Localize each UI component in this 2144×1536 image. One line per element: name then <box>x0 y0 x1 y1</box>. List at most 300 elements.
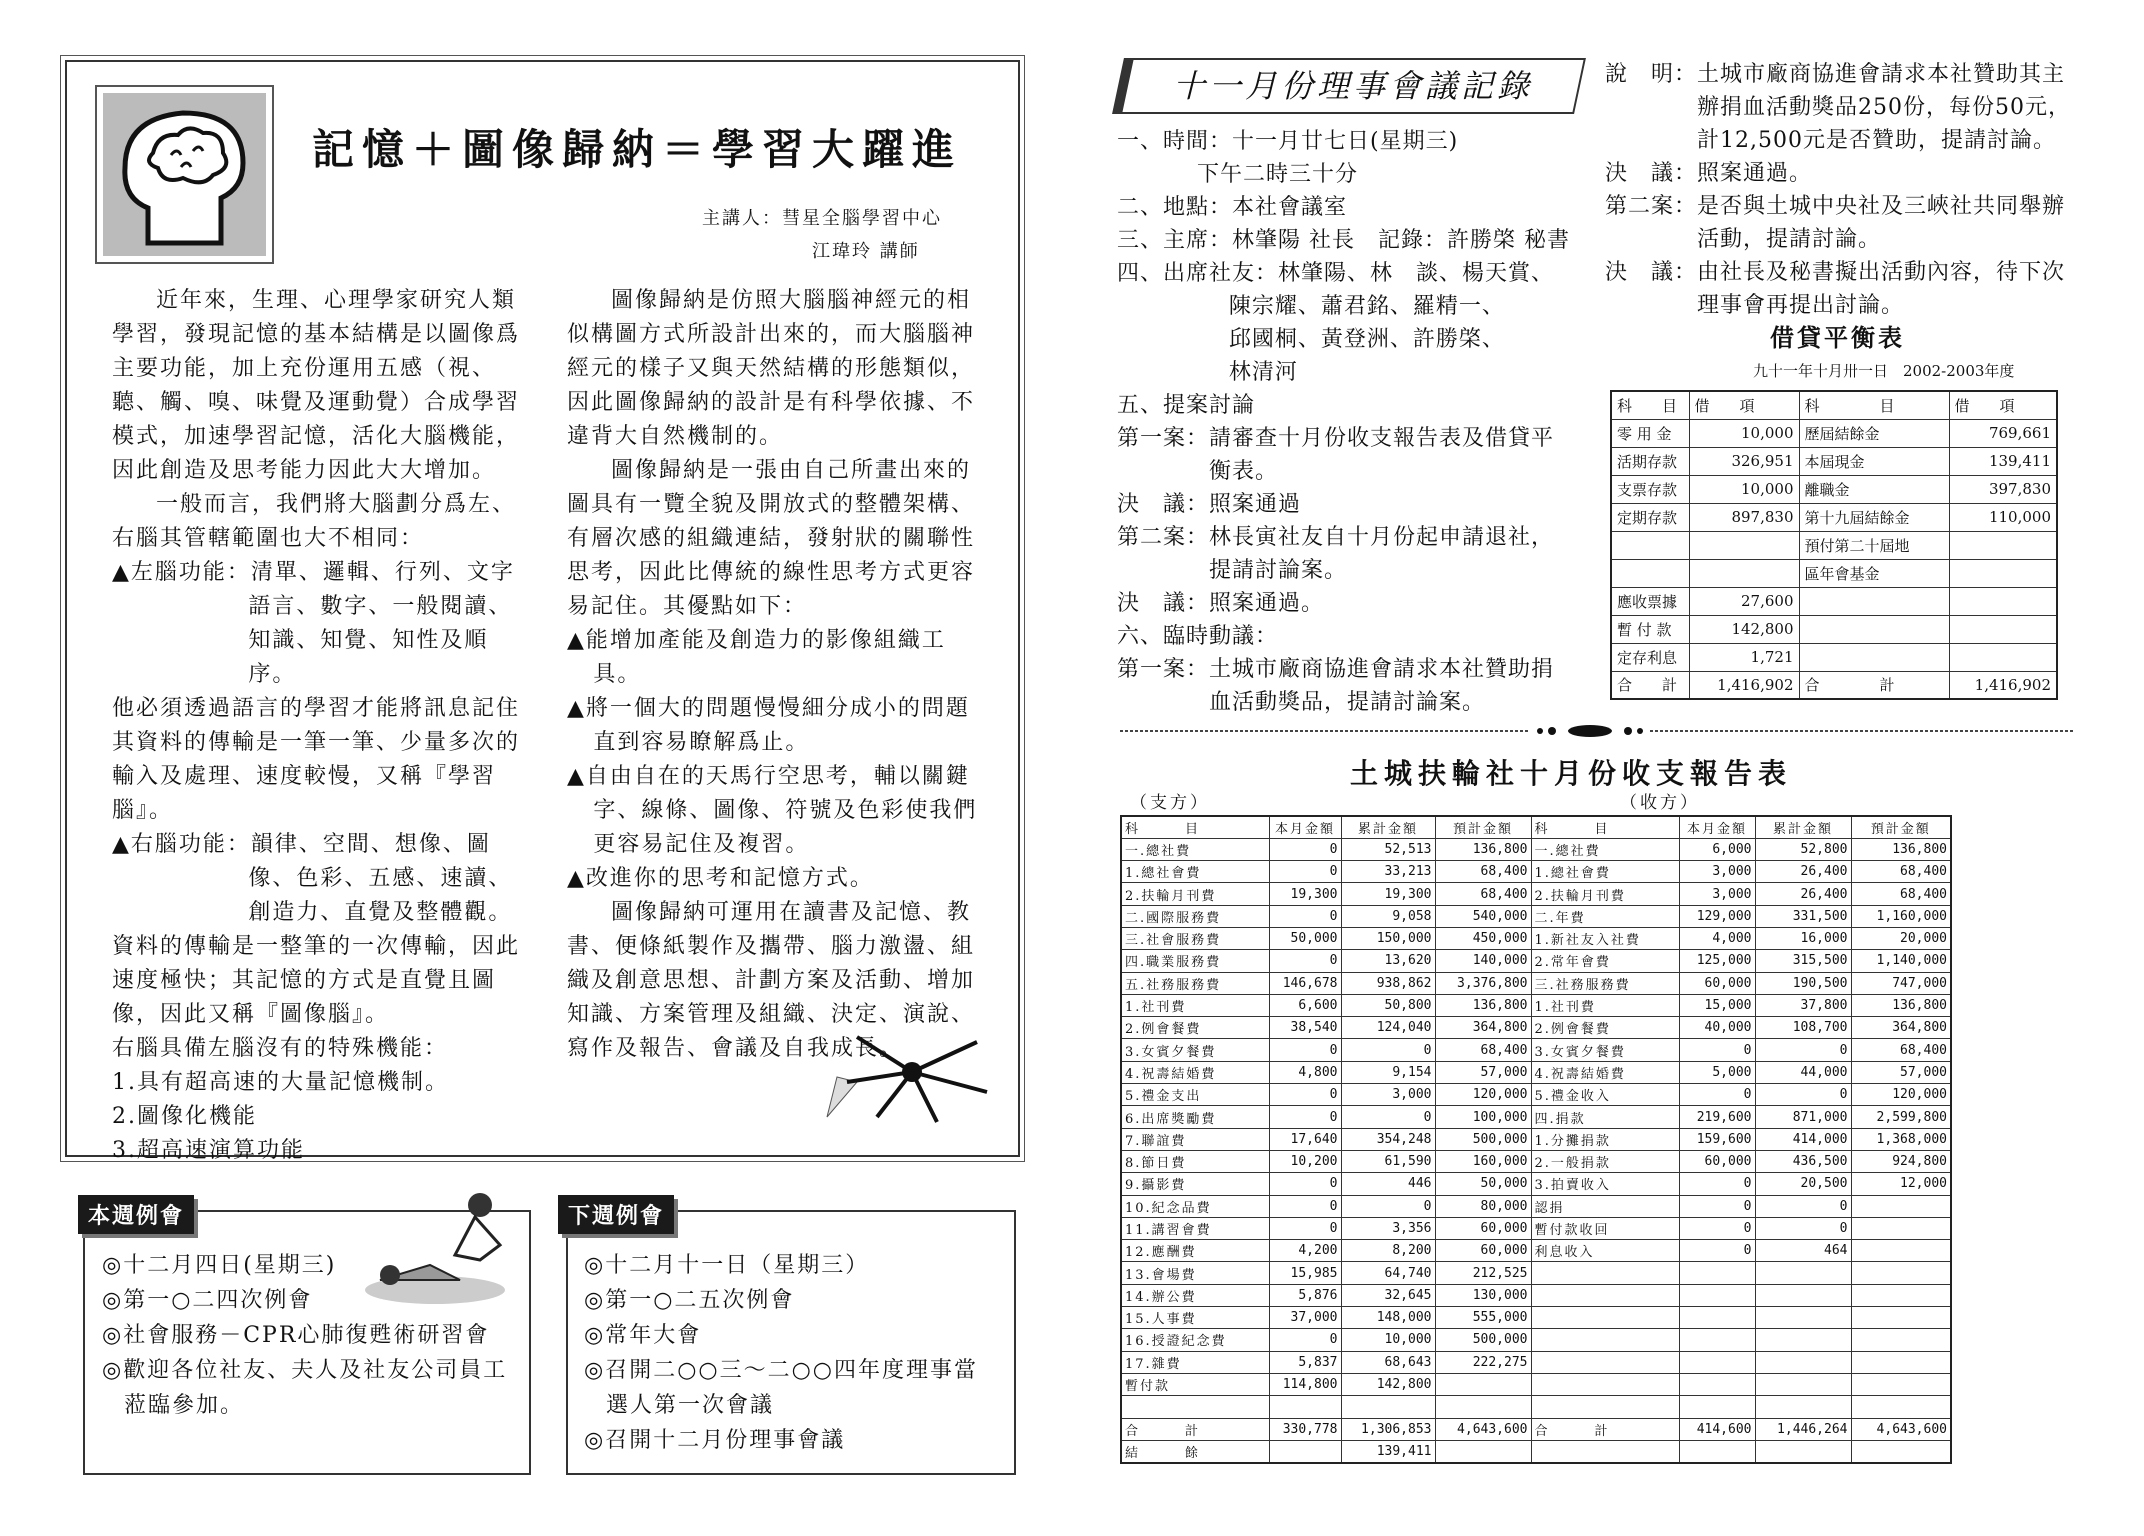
table-cell: 零 用 金 <box>1611 419 1689 447</box>
table-cell: 500,000 <box>1435 1128 1531 1150</box>
table-row <box>1121 1061 1951 1083</box>
table-cell: 0 <box>1755 1195 1851 1217</box>
table-cell: 5,000 <box>1679 1061 1755 1083</box>
report-expense-label: （支方） <box>1130 793 1210 813</box>
paragraph: ▲右腦功能：韻律、空間、想像、圖像、色彩、五感、速讀、創造力、直覺及整體觀。 <box>112 832 513 925</box>
minutes-body <box>1117 125 1577 719</box>
table-cell: 4,643,600 <box>1435 1418 1531 1440</box>
table-cell: 52,513 <box>1341 838 1435 860</box>
list-item: ◎歡迎各位社友、夫人及社友公司員工 <box>102 1358 508 1383</box>
table-cell: 60,000 <box>1679 1150 1755 1172</box>
minutes-value: 林長寅社友自十月份起申請退社，提請討論案。 <box>1209 525 1555 583</box>
article-box <box>65 60 1020 1163</box>
table-cell <box>1851 1262 1951 1284</box>
table-cell: 0 <box>1755 1217 1851 1239</box>
table-cell <box>1799 615 1949 643</box>
table-cell: 3.女賓夕餐費 <box>1121 1039 1269 1061</box>
table-cell: 認捐 <box>1531 1195 1679 1217</box>
minutes-key: 三、主席： <box>1117 228 1233 253</box>
table-row <box>1121 972 1951 994</box>
minutes-desc-row <box>1605 157 2085 190</box>
list-item: ◎第一○二四次例會 <box>102 1288 313 1313</box>
table-cell: 5.禮金支出 <box>1121 1084 1269 1106</box>
table-row <box>1611 447 2057 475</box>
minutes-value: 照案通過 <box>1209 492 1302 517</box>
minutes-row <box>1117 125 1577 158</box>
table-row <box>1611 503 2057 531</box>
table-cell: 364,800 <box>1851 1017 1951 1039</box>
paragraph: 圖像歸納是仿照大腦腦神經元的相似構圖方式所設計出來的，而大腦腦神經元的樣子又與天然結構的形態類似，因此圖像歸納的設計是有科學依據、不違背大自然機制的。 <box>567 288 976 449</box>
table-cell: 68,400 <box>1435 883 1531 905</box>
table-cell: 合 計 <box>1799 671 1949 699</box>
minutes-value: 土城市廠商協進會請求本社贊助捐血活動獎品，提請討論案。 <box>1209 657 1555 715</box>
table-cell: 140,000 <box>1435 950 1531 972</box>
table-cell: 二.國際服務費 <box>1121 905 1269 927</box>
table-cell: 897,830 <box>1689 503 1799 531</box>
minutes-desc-row <box>1605 256 2085 322</box>
table-cell <box>1531 1329 1679 1351</box>
table-cell <box>1755 1373 1851 1395</box>
table-cell: 326,951 <box>1689 447 1799 475</box>
minutes-row <box>1117 521 1577 587</box>
table-cell: 0 <box>1269 950 1341 972</box>
column-header: 預計金額 <box>1435 816 1531 838</box>
table-cell: 4,200 <box>1269 1240 1341 1262</box>
table-row <box>1121 1017 1951 1039</box>
minutes-row <box>1117 620 1577 653</box>
table-cell: 區年會基金 <box>1799 559 1949 587</box>
minutes-value: 十一月廿七日(星期三) <box>1232 129 1459 154</box>
table-row <box>1611 643 2057 671</box>
table-cell: 1,416,902 <box>1689 671 1799 699</box>
table-row <box>1121 838 1951 860</box>
minutes-key <box>1117 290 1229 323</box>
table-cell: 5,876 <box>1269 1284 1341 1306</box>
table-cell: 124,040 <box>1341 1017 1435 1039</box>
table-cell: 414,600 <box>1679 1418 1755 1440</box>
table-cell: 8.節日費 <box>1121 1150 1269 1172</box>
table-cell <box>1755 1440 1851 1462</box>
minutes-row <box>1117 389 1577 422</box>
table-cell: 應收票據 <box>1611 587 1689 615</box>
table-cell <box>1755 1396 1851 1418</box>
minutes-row <box>1117 653 1577 719</box>
table-cell: 924,800 <box>1851 1150 1951 1172</box>
table-cell: 1,446,264 <box>1755 1418 1851 1440</box>
table-cell: 0 <box>1269 861 1341 883</box>
minutes-row <box>1117 224 1577 257</box>
table-cell: 0 <box>1269 838 1341 860</box>
table-cell: 68,400 <box>1851 883 1951 905</box>
table-cell: 331,500 <box>1755 905 1851 927</box>
minutes-value: 照案通過。 <box>1209 591 1325 616</box>
table-cell <box>1851 1351 1951 1373</box>
paragraph: ▲左腦功能：清單、邏輯、行列、文字語言、數字、一般閱讀、知識、知覺、知性及順序。 <box>112 560 515 687</box>
table-row <box>1121 1440 1951 1462</box>
balance-sheet-title: 借貸平衡表 <box>1770 324 1905 352</box>
table-row <box>1121 950 1951 972</box>
table-cell: 五.社務服務費 <box>1121 972 1269 994</box>
table-cell <box>1679 1351 1755 1373</box>
table-cell <box>1851 1329 1951 1351</box>
table-cell <box>1611 559 1689 587</box>
table-cell <box>1679 1307 1755 1329</box>
minutes-value: 林清河 <box>1228 360 1298 385</box>
minutes-title-banner <box>1112 58 1586 114</box>
list-item: ◎第一○二五次例會 <box>584 1288 795 1313</box>
paragraph: 圖像歸納是一張由自己所畫出來的圖具有一覽全貌及開放式的整體架構、有層次感的組織連結，發射狀的關聯性思考，因此比傳統的線性思考方式更容易記住。其優點如下： <box>567 458 976 619</box>
table-cell: 9,154 <box>1341 1061 1435 1083</box>
minutes-row <box>1117 356 1577 389</box>
table-cell <box>1341 1396 1435 1418</box>
table-cell: 364,800 <box>1435 1017 1531 1039</box>
table-row <box>1121 1373 1951 1395</box>
table-cell: 6.出席獎勵費 <box>1121 1106 1269 1128</box>
column-header: 借 項 <box>1949 391 2057 419</box>
table-cell: 190,500 <box>1755 972 1851 994</box>
table-cell: 暫 付 款 <box>1611 615 1689 643</box>
table-header-row <box>1611 391 2057 419</box>
table-cell <box>1531 1262 1679 1284</box>
table-cell <box>1851 1240 1951 1262</box>
list-item: 選人第一次會議 <box>606 1393 775 1418</box>
table-cell: 0 <box>1679 1240 1755 1262</box>
table-cell: 0 <box>1269 1195 1341 1217</box>
table-row <box>1121 1396 1951 1418</box>
table-cell <box>1949 643 2057 671</box>
minutes-row <box>1117 257 1577 290</box>
report-income-label: （收方） <box>1620 793 1700 813</box>
list-item: 1.具有超高速的大量記憶機制。 <box>112 1070 449 1095</box>
table-cell: 1.新社友入社費 <box>1531 927 1679 949</box>
table-cell: 0 <box>1269 1106 1341 1128</box>
table-cell <box>1851 1195 1951 1217</box>
table-cell: 397,830 <box>1949 475 2057 503</box>
column-header: 科 目 <box>1121 816 1269 838</box>
table-cell: 利息收入 <box>1531 1240 1679 1262</box>
list-item: ▲能增加產能及創造力的影像組織工具。 <box>567 628 946 687</box>
next-week-list <box>584 1248 1009 1458</box>
table-row <box>1121 905 1951 927</box>
list-item: 2.圖像化機能 <box>112 1104 257 1129</box>
table-cell: 136,800 <box>1435 838 1531 860</box>
table-cell <box>1799 587 1949 615</box>
table-cell: 定期存款 <box>1611 503 1689 531</box>
table-cell: 142,800 <box>1341 1373 1435 1395</box>
table-cell: 9,058 <box>1341 905 1435 927</box>
table-cell: 146,678 <box>1269 972 1341 994</box>
table-cell: 110,000 <box>1949 503 2057 531</box>
table-cell: 1.分攤捐款 <box>1531 1128 1679 1150</box>
this-week-list <box>102 1248 522 1423</box>
table-cell: 16,000 <box>1755 927 1851 949</box>
table-cell: 2.例會餐費 <box>1121 1017 1269 1039</box>
minutes-key: 決 議： <box>1605 161 1698 186</box>
table-row <box>1121 1307 1951 1329</box>
table-row <box>1611 419 2057 447</box>
table-cell: 本屆現金 <box>1799 447 1949 475</box>
table-cell: 10,000 <box>1689 419 1799 447</box>
table-cell <box>1799 643 1949 671</box>
table-cell: 125,000 <box>1679 950 1755 972</box>
table-cell <box>1435 1440 1531 1462</box>
table-cell: 37,000 <box>1269 1307 1341 1329</box>
column-header: 科 目 <box>1531 816 1679 838</box>
table-cell: 120,000 <box>1435 1084 1531 1106</box>
minutes-value: 土城市廠商協進會請求本社贊助其主辦捐血活動獎品250份，每份50元，計12,500元是否贊助，提請討論。 <box>1697 62 2072 153</box>
table-cell <box>1949 531 2057 559</box>
table-cell <box>1679 1396 1755 1418</box>
table-cell: 159,600 <box>1679 1128 1755 1150</box>
minutes-value: 是否與土城中央社及三峽社共同舉辦活動，提請討論。 <box>1697 194 2066 252</box>
table-cell: 57,000 <box>1435 1061 1531 1083</box>
table-cell: 4,800 <box>1269 1061 1341 1083</box>
minutes-key: 第一案： <box>1117 657 1210 682</box>
list-item: ▲將一個大的問題慢慢細分成小的問題直到容易瞭解爲止。 <box>567 696 970 755</box>
table-cell: 2.常年會費 <box>1531 950 1679 972</box>
table-row <box>1121 1173 1951 1195</box>
table-row <box>1611 587 2057 615</box>
minutes-value: 邱國桐、黃登洲、許勝棨、 <box>1228 327 1505 352</box>
table-cell: 1.社刊費 <box>1121 994 1269 1016</box>
table-cell: 10,200 <box>1269 1150 1341 1172</box>
table-cell: 540,000 <box>1435 905 1531 927</box>
table-cell: 6,600 <box>1269 994 1341 1016</box>
table-cell <box>1679 1284 1755 1306</box>
table-cell: 160,000 <box>1435 1150 1531 1172</box>
table-cell: 938,862 <box>1341 972 1435 994</box>
table-cell <box>1679 1262 1755 1284</box>
table-cell: 0 <box>1679 1217 1755 1239</box>
next-week-tag: 下週例會 <box>558 1195 674 1234</box>
column-header: 本月金額 <box>1679 816 1755 838</box>
table-cell: 3,000 <box>1679 883 1755 905</box>
table-cell: 三.社務服務費 <box>1531 972 1679 994</box>
table-cell: 1,306,853 <box>1341 1418 1435 1440</box>
table-row <box>1611 531 2057 559</box>
table-cell <box>1949 587 2057 615</box>
table-cell: 68,643 <box>1341 1351 1435 1373</box>
table-cell: 500,000 <box>1435 1329 1531 1351</box>
table-cell: 6,000 <box>1679 838 1755 860</box>
table-cell: 1.總社會費 <box>1121 861 1269 883</box>
minutes-key: 五、提案討論 <box>1117 393 1256 418</box>
table-cell: 436,500 <box>1755 1150 1851 1172</box>
table-cell <box>1121 1396 1269 1418</box>
table-cell: 57,000 <box>1851 1061 1951 1083</box>
minutes-value: 照案通過。 <box>1697 161 1813 186</box>
list-item: ◎召開十二月份理事會議 <box>584 1428 846 1453</box>
table-row <box>1611 671 2057 699</box>
table-cell: 17,640 <box>1269 1128 1341 1150</box>
list-item: ◎社會服務－CPR心肺復甦術研習會 <box>102 1323 490 1348</box>
table-cell: 40,000 <box>1679 1017 1755 1039</box>
list-item: ▲改進你的思考和記憶方式。 <box>567 866 874 891</box>
table-cell: 合 計 <box>1531 1418 1679 1440</box>
table-cell: 四.職業服務費 <box>1121 950 1269 972</box>
table-row <box>1121 1240 1951 1262</box>
paragraph: 右腦具備左腦沒有的特殊機能： <box>112 1036 449 1061</box>
minutes-continued <box>1605 58 2085 322</box>
table-cell: 0 <box>1679 1195 1755 1217</box>
table-cell: 定存利息 <box>1611 643 1689 671</box>
table-cell <box>1531 1284 1679 1306</box>
table-cell: 1,368,000 <box>1851 1128 1951 1150</box>
table-cell: 2.扶輪月刊費 <box>1121 883 1269 905</box>
minutes-row <box>1117 158 1577 191</box>
table-cell: 60,000 <box>1435 1217 1531 1239</box>
table-cell: 50,000 <box>1269 927 1341 949</box>
table-cell: 108,700 <box>1755 1017 1851 1039</box>
table-cell: 120,000 <box>1851 1084 1951 1106</box>
this-week-tag: 本週例會 <box>78 1195 194 1234</box>
table-cell: 4.祝壽結婚費 <box>1531 1061 1679 1083</box>
table-cell: 0 <box>1341 1195 1435 1217</box>
table-cell: 80,000 <box>1435 1195 1531 1217</box>
table-cell: 0 <box>1269 1173 1341 1195</box>
table-cell: 13,620 <box>1341 950 1435 972</box>
table-row <box>1121 1284 1951 1306</box>
table-cell: 活期存款 <box>1611 447 1689 475</box>
list-item: ◎常年大會 <box>584 1323 702 1348</box>
column-header: 本月金額 <box>1269 816 1341 838</box>
table-cell: 離職金 <box>1799 475 1949 503</box>
table-cell: 38,540 <box>1269 1017 1341 1039</box>
table-cell <box>1435 1373 1531 1395</box>
table-cell: 50,000 <box>1435 1173 1531 1195</box>
minutes-key <box>1117 158 1197 191</box>
minutes-row <box>1117 323 1577 356</box>
table-cell: 0 <box>1679 1084 1755 1106</box>
table-cell <box>1851 1373 1951 1395</box>
table-cell: 8,200 <box>1341 1240 1435 1262</box>
lecturer-line-1: 主講人：彗星全腦學習中心 <box>702 208 942 229</box>
table-cell: 0 <box>1755 1039 1851 1061</box>
table-cell: 150,000 <box>1341 927 1435 949</box>
minutes-key: 第二案： <box>1605 194 1698 219</box>
table-cell: 暫付款收回 <box>1531 1217 1679 1239</box>
table-cell: 預付第二十屆地 <box>1799 531 1949 559</box>
minutes-key: 一、時間： <box>1117 129 1233 154</box>
table-cell: 114,800 <box>1269 1373 1341 1395</box>
table-cell: 15,985 <box>1269 1262 1341 1284</box>
table-cell <box>1851 1307 1951 1329</box>
table-cell: 2.例會餐費 <box>1531 1017 1679 1039</box>
thinking-doodle-icon <box>817 1022 997 1127</box>
table-cell: 3,376,800 <box>1435 972 1531 994</box>
table-cell: 136,800 <box>1435 994 1531 1016</box>
table-cell: 100,000 <box>1435 1106 1531 1128</box>
table-cell: 142,800 <box>1689 615 1799 643</box>
table-row <box>1121 1128 1951 1150</box>
table-cell <box>1531 1396 1679 1418</box>
table-cell: 14.辦公費 <box>1121 1284 1269 1306</box>
minutes-value: 林肇陽 社長 記錄：許勝棨 秘書 <box>1232 228 1571 253</box>
paragraph: 資料的傳輸是一整筆的一次傳輸，因此速度極快；其記憶的方式是直覺且圖像，因此又稱『圖像腦』。 <box>112 934 521 1027</box>
table-cell: 0 <box>1341 1039 1435 1061</box>
table-cell: 合 計 <box>1121 1418 1269 1440</box>
lecturer <box>702 202 942 268</box>
table-cell: 20,500 <box>1755 1173 1851 1195</box>
table-cell <box>1949 559 2057 587</box>
table-cell <box>1269 1440 1341 1462</box>
table-cell: 222,275 <box>1435 1351 1531 1373</box>
table-cell: 1.總社會費 <box>1531 861 1679 883</box>
list-item: 3.超高速演算功能 <box>112 1138 305 1163</box>
table-cell: 136,800 <box>1851 838 1951 860</box>
table-cell: 26,400 <box>1755 861 1851 883</box>
minutes-row <box>1117 422 1577 488</box>
table-cell <box>1851 1440 1951 1462</box>
table-cell: 17.雜費 <box>1121 1351 1269 1373</box>
table-cell: 464 <box>1755 1240 1851 1262</box>
table-cell: 68,400 <box>1851 861 1951 883</box>
table-cell: 三.社會服務費 <box>1121 927 1269 949</box>
table-cell: 3.女賓夕餐費 <box>1531 1039 1679 1061</box>
table-cell <box>1679 1373 1755 1395</box>
table-cell <box>1689 559 1799 587</box>
table-cell: 414,000 <box>1755 1128 1851 1150</box>
minutes-row <box>1117 587 1577 620</box>
table-cell: 2.扶輪月刊費 <box>1531 883 1679 905</box>
table-cell <box>1679 1440 1755 1462</box>
table-cell: 12.應酬費 <box>1121 1240 1269 1262</box>
minutes-key: 說 明： <box>1605 62 1698 87</box>
table-cell <box>1269 1396 1341 1418</box>
table-row <box>1121 1039 1951 1061</box>
lecturer-line-2: 江瑋玲 講師 <box>812 241 920 262</box>
table-cell: 136,800 <box>1851 994 1951 1016</box>
table-row <box>1611 475 2057 503</box>
table-cell: 68,400 <box>1435 861 1531 883</box>
table-row <box>1611 559 2057 587</box>
minutes-key: 決 議： <box>1117 492 1210 517</box>
table-row <box>1121 1217 1951 1239</box>
table-cell: 50,800 <box>1341 994 1435 1016</box>
minutes-key <box>1117 356 1229 389</box>
minutes-row <box>1117 290 1577 323</box>
table-cell <box>1531 1307 1679 1329</box>
table-cell: 60,000 <box>1435 1240 1531 1262</box>
minutes-value: 由社長及秘書擬出活動內容，待下次理事會再提出討論。 <box>1697 260 2066 318</box>
table-cell: 555,000 <box>1435 1307 1531 1329</box>
table-cell: 747,000 <box>1851 972 1951 994</box>
table-cell <box>1755 1262 1851 1284</box>
table-cell: 7.聯誼費 <box>1121 1128 1269 1150</box>
table-row <box>1121 1262 1951 1284</box>
minutes-value: 陳宗耀、蕭君銘、羅精一、 <box>1228 294 1505 319</box>
article-right-column <box>567 284 987 1066</box>
table-cell: 130,000 <box>1435 1284 1531 1306</box>
table-cell <box>1531 1373 1679 1395</box>
table-cell: 68,400 <box>1851 1039 1951 1061</box>
minutes-key: 二、地點： <box>1117 195 1233 220</box>
table-row <box>1121 1418 1951 1440</box>
table-row <box>1121 1195 1951 1217</box>
table-cell: 1.社刊費 <box>1531 994 1679 1016</box>
table-cell <box>1949 615 2057 643</box>
table-cell: 一.總社費 <box>1121 838 1269 860</box>
table-cell: 2,599,800 <box>1851 1106 1951 1128</box>
table-cell <box>1755 1329 1851 1351</box>
table-cell: 10.紀念品費 <box>1121 1195 1269 1217</box>
table-cell: 暫付款 <box>1121 1373 1269 1395</box>
minutes-value: 本社會議室 <box>1232 195 1348 220</box>
table-cell: 61,590 <box>1341 1150 1435 1172</box>
table-cell: 15.人事費 <box>1121 1307 1269 1329</box>
table-cell: 合 計 <box>1611 671 1689 699</box>
table-cell: 12,000 <box>1851 1173 1951 1195</box>
